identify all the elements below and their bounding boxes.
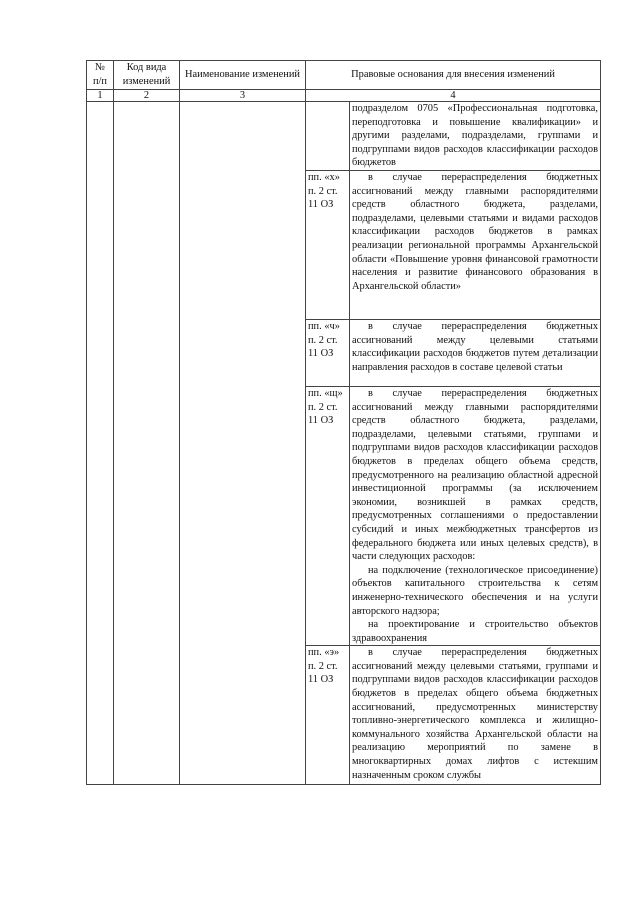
cell-ref: пп. «щ» п. 2 ст. 11 ОЗ xyxy=(306,387,350,646)
cell-basis-text xyxy=(350,320,601,387)
cell-ref: пп. «ч» п. 2 ст. 11 ОЗ xyxy=(306,320,350,387)
basis-paragraph: подразделом 0705 «Профессиональная подготовка, переподготовка и повышение квалификации» и другими разделами, подразделами, группами и подгруппами видов расходов классификации расходов бюджетов xyxy=(352,103,599,169)
header-basis: Правовые основания для внесения изменений xyxy=(306,61,601,90)
cell-basis-text xyxy=(350,387,601,646)
basis-paragraph: на подключение (технологическое присоединение) объектов капитального строительства к сетям инженерно-технического обеспечения и на услуги авторского надзора; xyxy=(352,564,599,617)
col-number-2: 2 xyxy=(114,90,180,102)
legal-changes-table xyxy=(86,60,601,785)
header-num: № п/п xyxy=(87,61,114,90)
basis-paragraph: в случае перераспределения бюджетных ассигнований между главными распорядителями средств областного бюджета, разделами, подразделами, целевыми статьями, группами и подгруппами видов расходов классификации расходов бюджетов в пределах общего объема средств, предусмотренного на реализацию областной адресной инвестиционной программы (за исключением экономии, возникшей в рамках средств, предусмотренных соглашениями о предоставлении субсидий и иных межбюджетных трансфертов из федерального бюджета или иных целевых средств), в части следующих расходов: xyxy=(352,388,599,563)
cell-num-empty xyxy=(87,102,114,785)
cell-ref: пп. «э» п. 2 ст. 11 ОЗ xyxy=(306,646,350,785)
cell-basis-text xyxy=(350,102,601,171)
cell-ref: пп. «х» п. 2 ст. 11 ОЗ xyxy=(306,171,350,320)
cell-code-empty xyxy=(114,102,180,785)
col-number-3: 3 xyxy=(180,90,306,102)
header-name: Наименование изменений xyxy=(180,61,306,90)
cell-basis-text xyxy=(350,646,601,785)
col-number-1: 1 xyxy=(87,90,114,102)
table-row xyxy=(87,102,601,171)
cell-name-empty xyxy=(180,102,306,785)
table-header-row xyxy=(87,61,601,90)
basis-paragraph: в случае перераспределения бюджетных ассигнований между целевыми статьями, группами и подгруппами видов расходов классификации расходов бюджетов в пределах общего объема бюджетных ассигнований, предусмотренных министерству топливно-энергетического комплекса и жилищно-коммунального хозяйства Архангельской области на реализацию мероприятий по замене в многоквартирных домах лифтов с истекшим назначенным сроком службы xyxy=(352,647,599,781)
header-code: Код вида изменений xyxy=(114,61,180,90)
col-number-4: 4 xyxy=(306,90,601,102)
cell-ref xyxy=(306,102,350,171)
cell-basis-text xyxy=(350,171,601,320)
basis-paragraph: в случае перераспределения бюджетных ассигнований между целевыми статьями классификации расходов бюджетов путем детализации направления расходов в составе целевой статьи xyxy=(352,321,599,373)
basis-paragraph: в случае перераспределения бюджетных ассигнований между главными распорядителями средств областного бюджета, разделами, подразделами, целевыми статьями и видами расходов классификации расходов бюджетов в рамках реализации региональной программы Архангельской области «Повышение уровня финансовой грамотности населения и развитие финансового образования в Архангельской области» xyxy=(352,172,599,292)
basis-paragraph: на проектирование и строительство объектов здравоохранения xyxy=(352,619,599,644)
column-number-row xyxy=(87,90,601,102)
